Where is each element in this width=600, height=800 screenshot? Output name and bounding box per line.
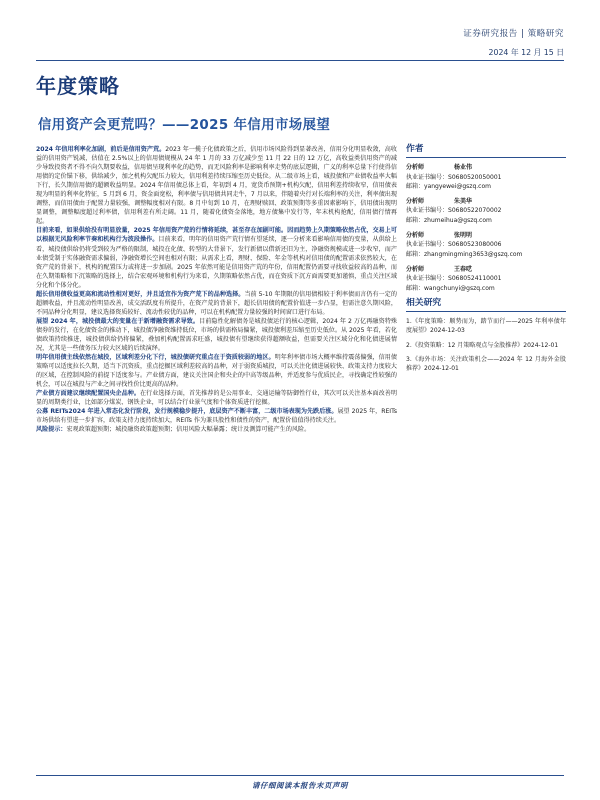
paragraph [36, 407, 397, 425]
paragraph-lead: 超长信用债收益更高和流动性相对更好，并且适宜作为资产荒下的品种选择。 [36, 290, 245, 298]
paragraph-lead: 明年信用债主线依然在城投，区域利差分化下行，城投债研究重点在于资质较弱的地区。 [36, 354, 275, 362]
analyst-card [406, 265, 566, 293]
paragraph-lead: 展望 2024 年，城投债最大的变量在于新增融资需求导致。 [36, 317, 200, 325]
footer-divider [36, 775, 564, 776]
email-link[interactable]: yangyewei@gszq.com [424, 182, 491, 190]
analyst-name: 朱美华 [454, 198, 473, 206]
analyst-role: 分析师 [406, 198, 425, 206]
paragraph-text: 展望 2025 年，REITs 市场供给有望进一步扩容，政策支持力度持续加大，REITs 作为兼具股性和债性的资产，配置价值值得持续关注。 [36, 408, 397, 425]
analyst-name: 张明明 [454, 232, 473, 240]
paragraph-text: 当前 5-10 年期限的信用债相较于利率债而言仍有一定的超额收益，并且流动性明显改善，成交活跃度有所提升，在资产荒的背景下，超长信用债的配置价值进一步凸显，但需注意久期风险，不同品种分化明显，建议选择资质较好、流动性较优的品种，可以在机构配置力量较强的时间窗口进行布局。 [36, 290, 397, 316]
footer-disclaimer: 请仔细阅读本报告末页声明 [252, 781, 348, 790]
analyst-card [406, 197, 566, 225]
license-number: S0680520050001 [448, 173, 502, 181]
sidebar [406, 145, 566, 379]
paragraph-lead: 目前来看，如果供给没有明显放量，2025 年信用资产荒的行情将延续，甚至存在加剧可能。因而趋势上久期策略依然占优，交易上可以根据无风险利率节奏和机构行为波段操作。 [36, 227, 397, 244]
license-label: 执业证书编号： [406, 241, 449, 249]
email-label: 邮箱： [406, 182, 425, 190]
paragraph-text: 2023 年一揽子化债政策之后，信用市场风险得到显著改善，信用分化明显收敛，高收益的信用资产锐减，估值在 2.5%以上的信用债规模从 24 年 1 月的 33 万亿减少至 11 月 22 日的 12 万亿，高收益类信用资产的减少导致投资者不得不向久期要收益，信用债呈现利率化的趋势，而无风险利率是影响利率走势的底层逻辑，广义的利率总量下行使得信用债的定价锚下移，供给减少，加之机构欠配压力较大，信用利差持续压缩至历史低位。从二级市场上看，城投债和产业债收益率大幅下行，长久期信用债的超额收益明显。2024 年信用债总体上看，年初到 4 月，宽货币预期+机构欠配，信用利差持续收窄，信用债表现为明显的利率化特征，5 月到 6 月，资金面宽松，利率债与信用债共同走牛，7 月以来，伴随着央行对长端利率的关注，利率债出现调整，而信用债由于配置力量较强，调整幅度相对有限。8 月中旬到 10 月，在理财赎回、政策预期等多重因素影响下，信用债出现明显调整，调整幅度超过利率债，信用利差有所走阔。11 月，随着化债资金落地，地方债集中发行等，年末机构抢配，信用债行情再起。 [36, 146, 397, 226]
paragraph-text: 明年利率债市场大概率维持震荡偏强，信用债策略可以适度拉长久期，适当下沉资质，重点挖掘区域利差较高的品种，对于弱资质城投，可以关注化债进展较快、政策支持力度较大的区域，在控制风险的前提下适度参与。产业债方面，建议关注国企和央企的中高等级品种，并适度参与优质民企，寻找确定性较强的机会，可以在城投与产业之间寻找性价比更高的品种。 [36, 354, 397, 389]
related-heading: 相关研究 [406, 299, 566, 312]
email-link[interactable]: zhangmingming3653@gszq.com [424, 250, 523, 258]
paragraph-lead: 公募 REITs2024 年进入常态化发行阶段，发行规模稳步提升，底层资产不断丰富，二级市场表现为先跌后涨。 [36, 408, 338, 416]
license-number: S0680522070002 [448, 207, 502, 215]
related-item[interactable]: 2.《投资策略：12 月策略观点与金股推荐》2024-12-01 [406, 341, 559, 349]
header-divider [36, 60, 564, 61]
email-label: 邮箱： [406, 216, 425, 224]
header-date: 2024 年 12 月 15 日 [488, 48, 564, 57]
paragraph-lead: 2024 年信用利率化加剧，前后是信用资产荒。 [36, 146, 166, 153]
related-research [406, 299, 566, 374]
paragraph-text: 宏观政策超预期；城投融资政策超预期；信用风险大幅暴露；统计及测算可能产生的风险。 [66, 426, 311, 434]
license-label: 执业证书编号： [406, 207, 449, 215]
paragraph-lead: 风险提示： [36, 426, 67, 434]
license-number: S0680524110001 [448, 275, 502, 283]
paragraph [36, 389, 397, 407]
analyst-card [406, 163, 566, 191]
main-body [36, 145, 397, 769]
report-type: 年度策略 [36, 74, 120, 98]
license-number: S0680523080006 [448, 241, 502, 249]
related-item[interactable]: 1.《年度策略：顺势而为，踏节而行——2025 年利率债年度展望》2024-12-03 [406, 318, 566, 335]
report-title: 信用资产会更荒吗？——2025 年信用市场展望 [38, 118, 331, 133]
email-label: 邮箱： [406, 250, 425, 258]
analyst-name: 杨业伟 [454, 164, 473, 172]
paragraph [36, 317, 397, 353]
paragraph [36, 290, 397, 317]
analyst-role: 分析师 [406, 265, 425, 273]
paragraph [36, 145, 397, 226]
authors-heading: 作者 [406, 145, 566, 158]
paragraph-text: 目前来看，明年的信用资产荒行情有望延续，逐一分析来看影响信用债的变量，从供给上看，城投债供给仍将受到较为严格的限制，城投在化债、转型的大背景下，发行新债以借新还旧为主，净融资规模或进一步收窄，而产业债受制于实体融资需求偏弱，净融资增长空间也相对有限；从需求上看，理财、保险、年金等机构对信用债的配置需求依然较大，在资产荒的背景下，机构的配置压力或将进一步加剧。2025 年依然可能是信用资产荒的年份，信用配置仍需要寻找收益较高的品种，而在久期策略和下沉策略的选择上，结合宏观环境和机构行为来看，久期策略依然占优，而在资质下沉方面需要更加谨慎，重点关注区域分化和个体分化。 [36, 236, 397, 289]
license-label: 执业证书编号： [406, 173, 449, 181]
paragraph [36, 353, 397, 389]
email-link[interactable]: zhumeihua@gszq.com [424, 216, 492, 224]
email-label: 邮箱： [406, 284, 425, 292]
analyst-role: 分析师 [406, 232, 425, 240]
paragraph [36, 226, 397, 289]
license-label: 执业证书编号： [406, 275, 449, 283]
analyst-card [406, 231, 566, 259]
paragraph-text: 目前隐性化解债务是城投债运行的核心逻辑，2024 年 2 万亿再融资特殊债券的发行，在化债资金的推动下，城投债净融资维持低位，市场的供需格局偏紧，城投债利差压缩至历史低位。从 2025 年看，若化债政策持续推进，城投债供给仍将偏紧，叠加机构配置需求旺盛，城投债有望继续获得超额收益，但需要关注区域分化和化债进展情况，尤其是一些债务压力较大区域的后续演绎。 [36, 317, 397, 353]
analyst-role: 分析师 [406, 164, 425, 172]
risk-warning [36, 425, 397, 434]
related-item[interactable]: 3.《海外市场：关注政策机会——2024 年 12 月海外金股推荐》2024-12-01 [406, 356, 566, 373]
header-brand: 证券研究报告 | 策略研究 [463, 29, 564, 39]
analyst-name: 王春呓 [454, 265, 473, 273]
paragraph-text: 在行业选择方面，首先推荐的是公用事业、交通运输等防御性行业，其次可以关注基本面改善明显的周期类行业，比如部分煤炭、钢铁企业，可以结合行业景气度和个体资质进行挖掘。 [36, 390, 397, 407]
paragraph-lead: 产业债方面建议继续配置国央企品种。 [36, 390, 141, 398]
email-link[interactable]: wangchunyi@gszq.com [424, 284, 495, 292]
